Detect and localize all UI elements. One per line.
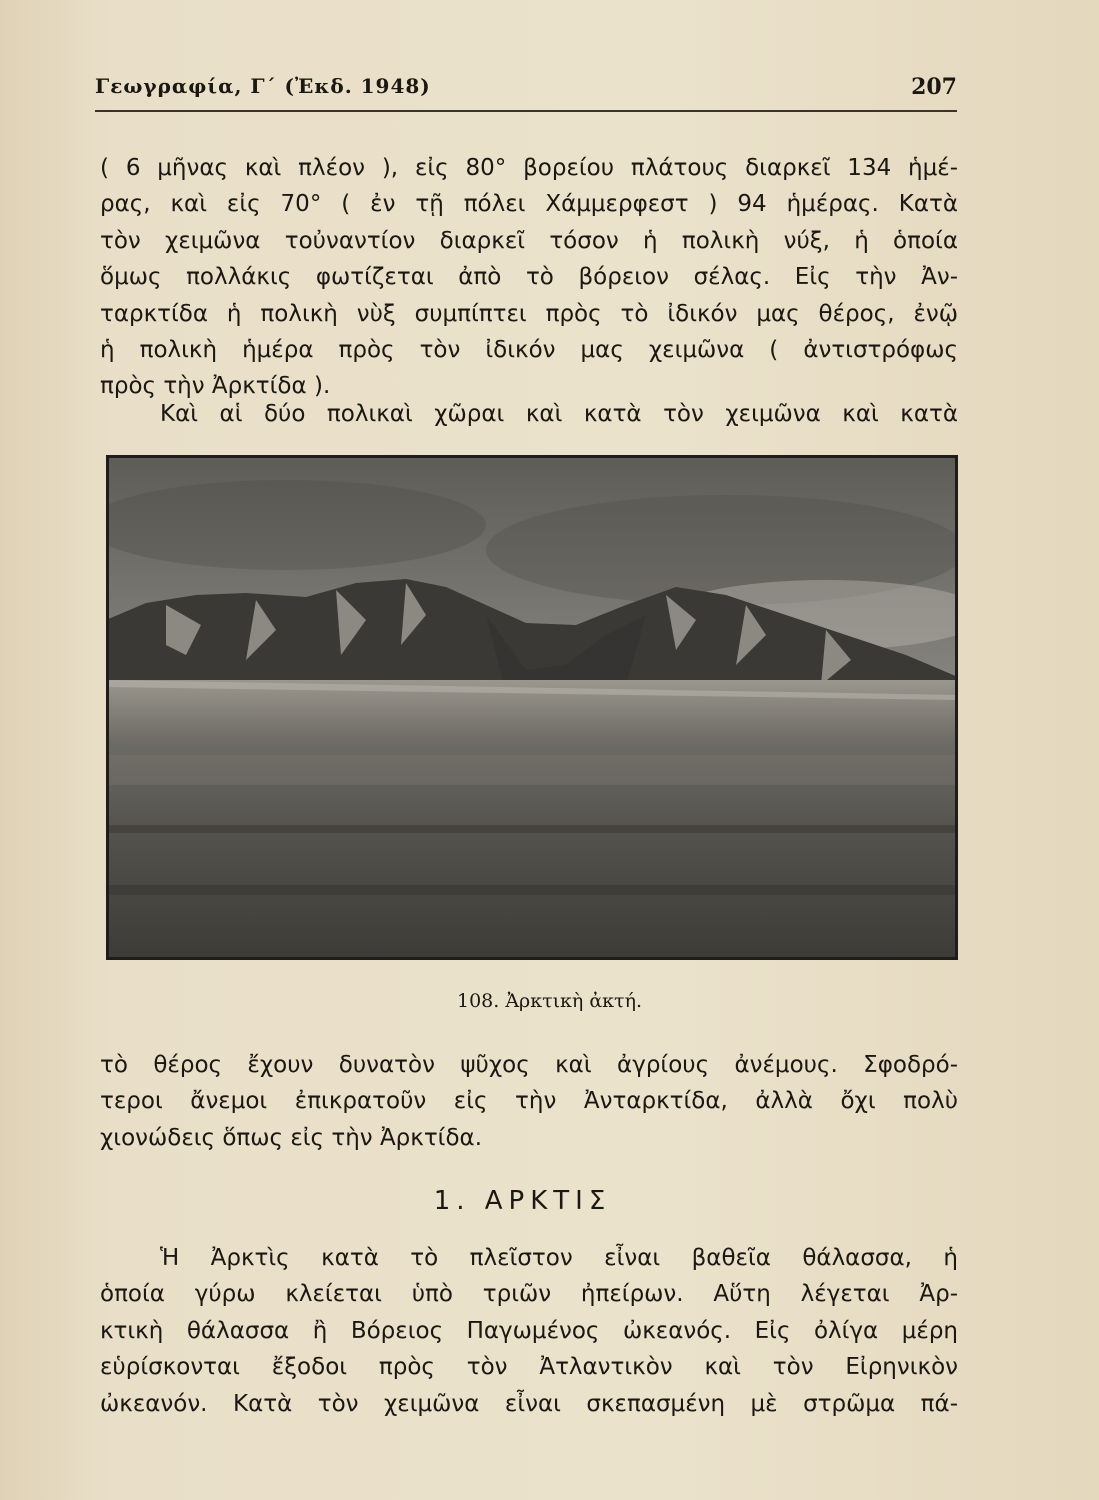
header-rule: [95, 110, 957, 112]
page-header: [95, 74, 957, 108]
figure-caption: 108. Ἀρκτικὴ ἀκτή.: [456, 990, 642, 1012]
paragraph-winds: [100, 1047, 958, 1156]
text-line: Καὶ αἱ δύο πολικαὶ χῶραι καὶ κατὰ τὸν χειμῶνα καὶ κατὰ: [160, 401, 958, 427]
text-line: ( 6 μῆνας καὶ πλέον ), εἰς 80° βορείου πλάτους διαρκεῖ 134 ἡμέ-: [100, 155, 958, 181]
text-line: ὁποία γύρω κλείεται ὑπὸ τριῶν ἠπείρων. Αὕτη λέγεται Ἀρ-: [100, 1281, 958, 1308]
arctic-coast-photo: [106, 455, 958, 960]
text-line: πρὸς τὴν Ἀρκτίδα ).: [100, 373, 331, 400]
text-line: Ἡ Ἀρκτὶς κατὰ τὸ πλεῖστον εἶναι βαθεῖα θάλασσα, ἡ: [160, 1245, 958, 1271]
paragraph-daylight: [100, 150, 958, 405]
paragraph-polar-lands: [100, 396, 958, 432]
photo-illustration: [106, 455, 958, 960]
section-heading: 1. ΑΡΚΤΙΣ: [433, 1186, 612, 1216]
text-line: ὠκεανόν. Κατὰ τὸν χειμῶνα εἶναι σκεπασμένη μὲ στρῶμα πά-: [100, 1390, 958, 1417]
running-title: Γεωγραφία, Γ΄ (Ἐκδ. 1948): [95, 74, 431, 98]
text-line: τεροι ἄνεμοι ἐπικρατοῦν εἰς τὴν Ἀνταρκτίδα, ἀλλὰ ὄχι πολὺ: [100, 1088, 958, 1115]
text-line: ταρκτίδα ἡ πολικὴ νὺξ συμπίπτει πρὸς τὸ ἰδικόν μας θέρος, ἐνῷ: [100, 300, 958, 327]
text-line: τὸ θέρος ἔχουν δυνατὸν ψῦχος καὶ ἀγρίους ἀνέμους. Σφοδρό-: [100, 1052, 958, 1078]
paragraph-arctic: [100, 1240, 958, 1422]
text-line: τὸν χειμῶνα τοὐναντίον διαρκεῖ τόσον ἡ πολικὴ νύξ, ἡ ὁποία: [100, 227, 958, 254]
text-line: ὅμως πολλάκις φωτίζεται ἀπὸ τὸ βόρειον σέλας. Εἰς τὴν Ἀν-: [100, 264, 958, 291]
page-number: 207: [911, 74, 957, 100]
text-line: ἡ πολικὴ ἡμέρα πρὸς τὸν ἰδικόν μας χειμῶνα ( ἀντιστρόφως: [100, 336, 958, 363]
text-line: εὑρίσκονται ἔξοδοι πρὸς τὸν Ἀτλαντικὸν καὶ τὸν Εἰρηνικὸν: [100, 1354, 958, 1381]
text-line: χιονώδεις ὅπως εἰς τὴν Ἀρκτίδα.: [100, 1124, 483, 1151]
text-line: κτικὴ θάλασσα ἢ Βόρειος Παγωμένος ὠκεανός. Εἰς ὀλίγα μέρη: [100, 1317, 958, 1344]
text-line: ρας, καὶ εἰς 70° ( ἐν τῇ πόλει Χάμμερφεστ ) 94 ἡμέρας. Κατὰ: [100, 191, 958, 218]
